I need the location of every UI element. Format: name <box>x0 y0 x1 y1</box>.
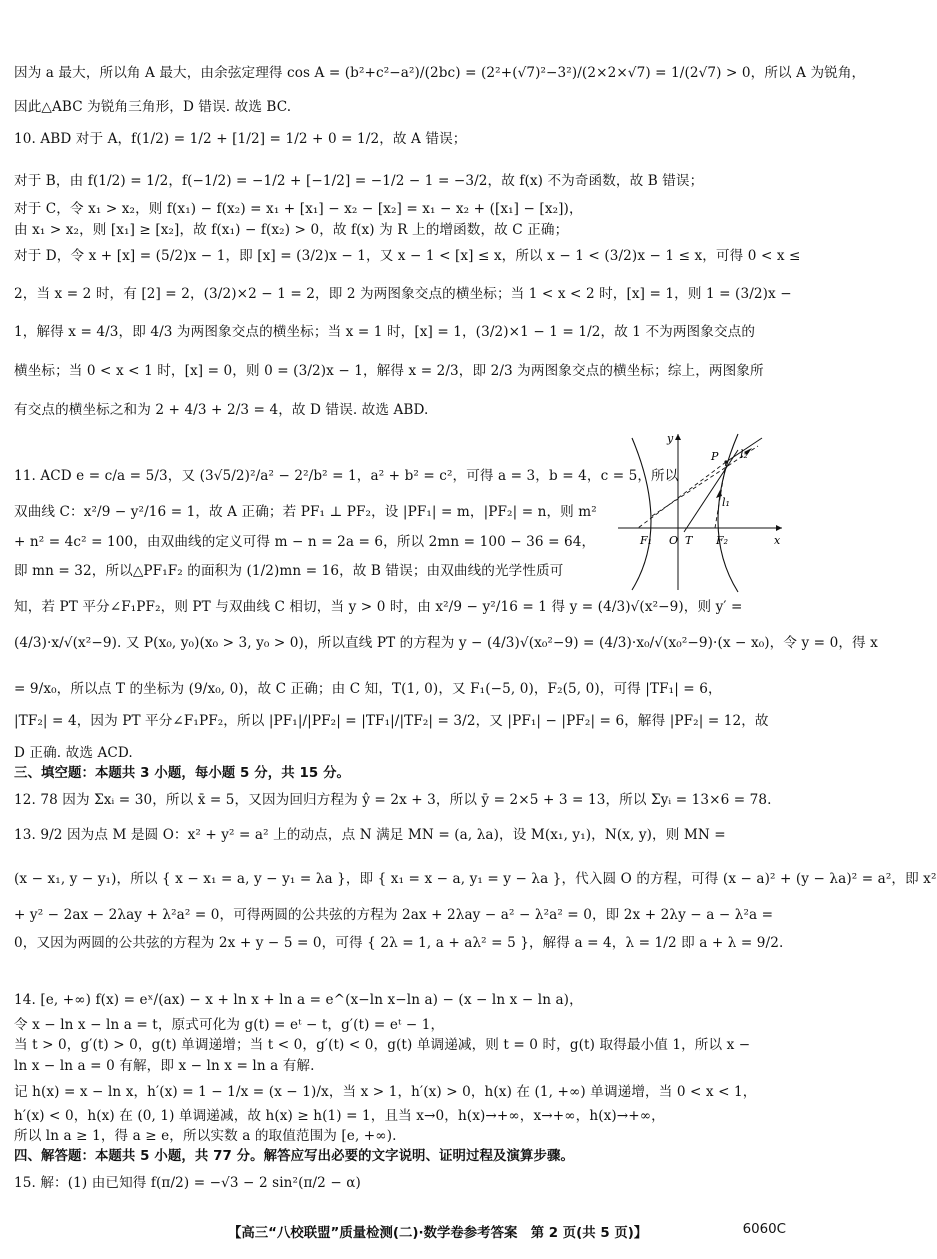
section-heading: 四、解答题：本题共 5 小题，共 77 分。解答应写出必要的文字说明、证明过程及演算步骤。 <box>14 1149 574 1164</box>
text-line: 对于 C，令 x₁ > x₂，则 f(x₁) − f(x₂) = x₁ + [x₁] − x₂ − [x₂] = x₁ − x₂ + ([x₁] − [x₂])， <box>14 201 583 217</box>
text-line: 横坐标；当 0 < x < 1 时，[x] = 0，则 0 = (3/2)x − 1，解得 x = 2/3，即 2/3 为两图象交点的横坐标；综上，两图象所 <box>14 363 764 379</box>
text-line: 令 x − ln x − ln a = t，原式可化为 g(t) = eᵗ − t，g′(t) = eᵗ − 1， <box>14 1017 445 1033</box>
text-line: 2，当 x = 2 时，有 [2] = 2，(3/2)×2 − 1 = 2，即 2 为两图象交点的横坐标；当 1 < x < 2 时，[x] = 1，则 1 = (3/2)x − <box>14 286 792 302</box>
label-f2: F₂ <box>716 534 729 547</box>
text-line: 即 mn = 32，所以△PF₁F₂ 的面积为 (1/2)mn = 16，故 B 错误；由双曲线的光学性质可 <box>14 563 564 579</box>
text-line: 11. ACD e = c/a = 5/3，又 (3√5/2)²/a² − 2²/b² = 1，a² + b² = c²，可得 a = 3，b = 4，c = 5，所以 <box>14 468 679 484</box>
footer-code: 6060C <box>742 1222 786 1237</box>
text-line: 双曲线 C：x²/9 − y²/16 = 1，故 A 正确；若 PF₁ ⊥ PF₂，设 |PF₁| = m，|PF₂| = n，则 m² <box>14 504 597 520</box>
text-line: 对于 B，由 f(1/2) = 1/2，f(−1/2) = −1/2 + [−1/2] = −1/2 − 1 = −3/2，故 f(x) 不为奇函数，故 B 错误； <box>14 173 704 189</box>
text-line: 记 h(x) = x − ln x，h′(x) = 1 − 1/x = (x − 1)/x，当 x > 1，h′(x) > 0，h(x) 在 (1, +∞) 单调递增，当 0 < x < 1， <box>14 1084 757 1100</box>
hyperbola-figure <box>612 428 788 594</box>
text-line: D 正确. 故选 ACD. <box>14 745 133 761</box>
text-line: 对于 D，令 x + [x] = (5/2)x − 1，即 [x] = (3/2)x − 1，又 x − 1 < [x] ≤ x，所以 x − 1 < (3/2)x − 1 ≤ x，可得 0 < x ≤ <box>14 248 801 264</box>
text-line: + y² − 2ax − 2λay + λ²a² = 0，可得两圆的公共弦的方程为 2ax + 2λay − a² − λ²a² = 0，即 2x + 2λy − a − λ²a = <box>14 907 774 923</box>
text-line: (x − x₁, y − y₁)，所以 { x − x₁ = a, y − y₁ = λa }，即 { x₁ = x − a, y₁ = y − λa }，代入圆 O 的方程，可得 (x − a)² + (y − λa)² = a²，即 x² <box>14 871 937 887</box>
text-line: 15. 解：(1) 由已知得 f(π/2) = −√3 − 2 sin²(π/2 − α) <box>14 1175 361 1191</box>
point-p <box>724 460 727 463</box>
text-line: 1，解得 x = 4/3，即 4/3 为两图象交点的横坐标；当 x = 1 时，[x] = 1，(3/2)×1 − 1 = 1/2，故 1 不为两图象交点的 <box>14 324 756 340</box>
text-line: h′(x) < 0，h(x) 在 (0, 1) 单调递减，故 h(x) ≥ h(1) = 1，且当 x→0，h(x)→+∞，x→+∞，h(x)→+∞， <box>14 1108 665 1124</box>
text-line: 当 t > 0，g′(t) > 0，g(t) 单调递增；当 t < 0，g′(t) < 0，g(t) 单调递减，则 t = 0 时，g(t) 取得最小值 1，所以 x − <box>14 1037 751 1053</box>
text-line: 因为 a 最大，所以角 A 最大，由余弦定理得 cos A = (b²+c²−a²)/(2bc) = (2²+(√7)²−3²)/(2×2×√7) = 1/(2√7) > 0，所以 A 为锐角， <box>14 65 866 81</box>
text-line: 因此△ABC 为锐角三角形，D 错误. 故选 BC. <box>14 99 292 115</box>
label-p: P <box>711 450 719 463</box>
segment-pf1 <box>638 462 726 528</box>
text-line: 0，又因为两圆的公共弦的方程为 2x + y − 5 = 0，可得 { 2λ = 1, a + aλ² = 5 }，解得 a = 4，λ = 1/2 即 a + λ = 9/2. <box>14 935 784 951</box>
text-line: ln x − ln a = 0 有解，即 x − ln x = ln a 有解. <box>14 1058 315 1074</box>
text-line: 12. 78 因为 Σxᵢ = 30，所以 x̄ = 5，又因为回归方程为 ŷ = 2x + 3，所以 ȳ = 2×5 + 3 = 13，所以 Σyᵢ = 13×6 = 78. <box>14 792 772 808</box>
hyperbola-right-branch <box>718 434 738 592</box>
label-f1: F₁ <box>640 534 653 547</box>
label-y: y <box>667 432 674 445</box>
text-line: 10. ABD 对于 A，f(1/2) = 1/2 + [1/2] = 1/2 + 0 = 1/2，故 A 错误； <box>14 131 467 147</box>
section-heading: 三、填空题：本题共 3 小题，每小题 5 分，共 15 分。 <box>14 766 351 781</box>
hyperbola-left-branch <box>632 438 651 590</box>
label-o: O <box>669 534 679 547</box>
text-line: + n² = 4c² = 100，由双曲线的定义可得 m − n = 2a = 6，所以 2mn = 100 − 36 = 64， <box>14 534 596 550</box>
text-line: 13. 9/2 因为点 M 是圆 O：x² + y² = a² 上的动点，点 N 满足 MN = (a, λa)，设 M(x₁, y₁)，N(x, y)，则 MN = <box>14 827 726 843</box>
text-line: 所以 ln a ≥ 1，得 a ≥ e，所以实数 a 的取值范围为 [e, +∞). <box>14 1128 397 1144</box>
footer-title: 【高三“八校联盟”质量检测(二)·数学卷参考答案 第 2 页(共 5 页)】 <box>228 1226 648 1241</box>
text-line: 知，若 PT 平分∠F₁PF₂，则 PT 与双曲线 C 相切，当 y > 0 时，由 x²/9 − y²/16 = 1 得 y = (4/3)√(x²−9)，则 y′ = <box>14 599 743 615</box>
text-line: |TF₂| = 4，因为 PT 平分∠F₁PF₂，所以 |PF₁|/|PF₂| = |TF₁|/|TF₂| = 3/2，又 |PF₁| − |PF₂| = 6，解得 |PF₂| = 12，故 <box>14 713 769 729</box>
page-footer <box>0 1220 800 1244</box>
text-line: 有交点的横坐标之和为 2 + 4/3 + 2/3 = 4，故 D 错误. 故选 ABD. <box>14 402 429 418</box>
text-line: 14. [e, +∞) f(x) = eˣ/(ax) − x + ln x + ln a = e^(x−ln x−ln a) − (x − ln x − ln a)， <box>14 992 583 1008</box>
text-line: = 9/x₀，所以点 T 的坐标为 (9/x₀, 0)，故 C 正确；由 C 知，T(1, 0)，又 F₁(−5, 0)，F₂(5, 0)，可得 |TF₁| = 6， <box>14 681 722 697</box>
text-line: (4/3)·x/√(x²−9). 又 P(x₀, y₀)(x₀ > 3, y₀ > 0)，所以直线 PT 的方程为 y − (4/3)√(x₀²−9) = (4/3)·x₀/√(x₀²−9)·(x − x₀)，令 y = 0，得 x <box>14 635 878 651</box>
label-t: T <box>685 534 693 547</box>
label-l2: l₂ <box>740 448 748 461</box>
label-l1: l₁ <box>722 496 730 509</box>
label-x: x <box>774 534 781 547</box>
text-line: 由 x₁ > x₂，则 [x₁] ≥ [x₂]，故 f(x₁) − f(x₂) > 0，故 f(x) 为 R 上的增函数，故 C 正确； <box>14 222 569 238</box>
